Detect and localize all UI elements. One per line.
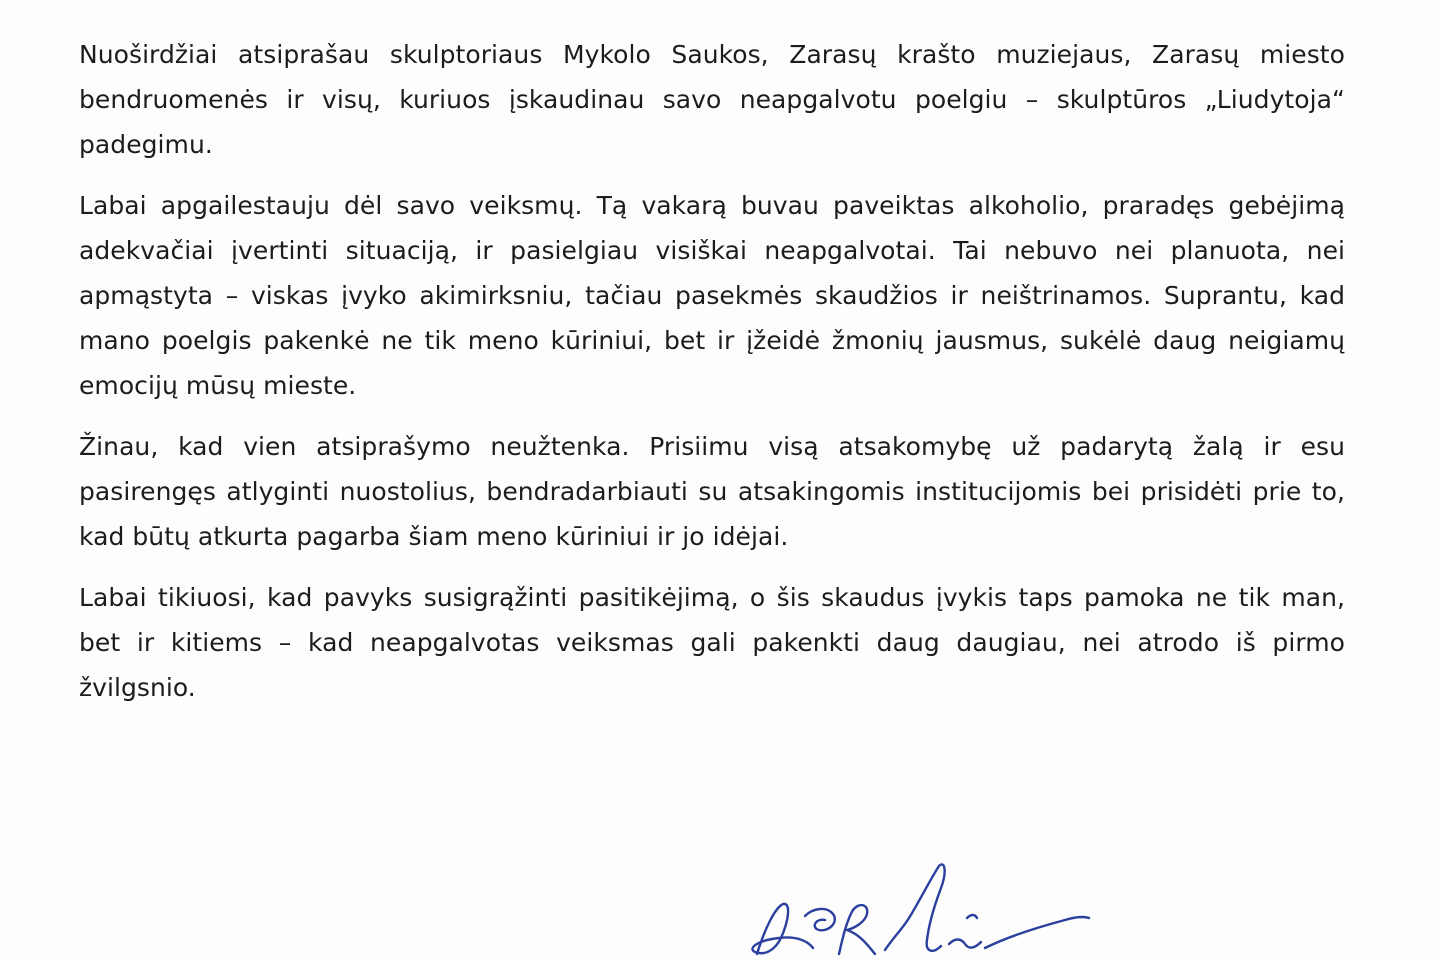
paragraph-regret: Labai apgailestauju dėl savo veiksmų. Tą vakarą buvau paveiktas alkoholio, praradęs gebėjimą adekvačiai įvertinti situaciją, ir pasielgiau visiškai neapgalvotai. Tai nebuvo nei planuota, nei apmąstyta – viskas įvyko akimirksniu, tačiau pasekmės skaudžios ir neištrinamos. Suprantu, kad mano poelgis pakenkė ne tik meno kūriniui, bet ir įžeidė žmonių jausmus, sukėlė daug neigiamų emocijų mūsų mieste. [79,191,1345,400]
paragraph-apology: Nuoširdžiai atsiprašau skulptoriaus Mykolo Saukos, Zarasų krašto muziejaus, Zarasų miesto bendruomenės ir visų, kuriuos įskaudinau savo neapgalvotu poelgiu – skulptūros „Liudytoja“ padegimu. [79,40,1345,159]
handwritten-signature [735,858,1095,960]
letter-body [79,32,1345,710]
paragraph-hope: Labai tikiuosi, kad pavyks susigrąžinti pasitikėjimą, o šis skaudus įvykis taps pamoka ne tik man, bet ir kitiems – kad neapgalvotas veiksmas gali pakenkti daug daugiau, nei atrodo iš pirmo žvilgsnio. [79,583,1345,702]
signature-icon [735,858,1095,960]
paragraph-responsibility: Žinau, kad vien atsiprašymo neužtenka. Prisiimu visą atsakomybę už padarytą žalą ir esu pasirengęs atlyginti nuostolius, bendradarbiauti su atsakingomis institucijomis bei prisidėti prie to, kad būtų atkurta pagarba šiam meno kūriniui ir jo idėjai. [79,432,1345,551]
